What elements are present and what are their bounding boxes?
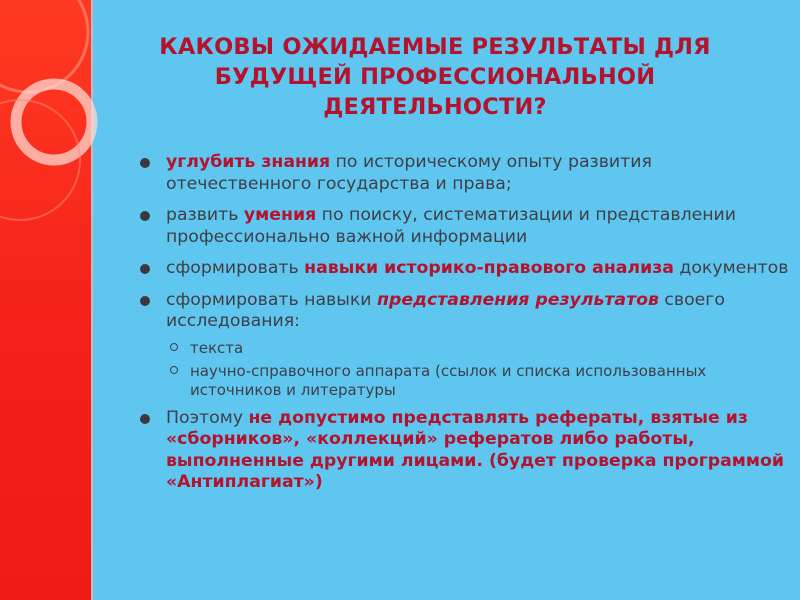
sub-bullet-item-1 [140,339,790,358]
sub-bullet-circle-icon [170,366,178,374]
bullet-item-final [140,408,790,494]
title-line-2: БУДУЩЕЙ ПРОФЕССИОНАЛЬНОЙ [214,64,656,90]
title-line-3: ДЕЯТЕЛЬНОСТИ? [323,94,547,120]
bullet-4-emphasis: представления результатов [377,289,659,310]
final-emphasis: не допустимо представлять рефераты, взятые из «сборников», «коллекций» рефератов либо работы, выполненные другими лицами. (будет проверка программой «Антиплагиат») [166,407,784,492]
bullet-1-text: по историческому опыту развития отечественного государства и права; [166,152,652,194]
circle-decoration-large [0,0,88,92]
sub-bullet-item-2 [140,362,790,400]
bullet-2-text: по поиску, систематизации и представлении профессионально важной информации [166,205,737,247]
bullet-4-text: своего исследования: [166,289,725,331]
bullet-dot-icon [140,158,150,168]
sub-bullet-circle-icon [170,343,178,351]
bullet-list [140,152,790,504]
bullet-dot-icon [140,414,150,424]
sub-bullet-2-text: научно-справочного аппарата (ссылок и списка использованных источников и литературы [190,361,707,399]
final-prefix: Поэтому [166,407,249,428]
bullet-dot-icon [140,264,150,274]
circle-decoration-small [16,84,92,160]
bullet-1-emphasis: углубить знания [166,152,331,172]
bullet-2-prefix: развить [166,205,244,225]
bullet-dot-icon [140,211,150,221]
bullet-4-prefix: сформировать навыки [166,289,378,310]
bullet-3-prefix: сформировать [166,258,305,278]
bullet-item-3 [140,258,790,280]
bullet-3-text: документов [673,258,789,278]
bullet-3-emphasis: навыки историко-правового анализа [304,258,674,278]
bullet-item-2 [140,205,790,248]
slide-title [125,32,745,122]
title-line-1: КАКОВЫ ОЖИДАЕМЫЕ РЕЗУЛЬТАТЫ ДЛЯ [159,34,711,60]
bullet-dot-icon [140,296,150,306]
bullet-2-emphasis: умения [243,205,317,225]
bullet-item-1 [140,152,790,195]
sub-bullet-1-text: текста [190,338,244,357]
bullet-item-4 [140,290,790,333]
